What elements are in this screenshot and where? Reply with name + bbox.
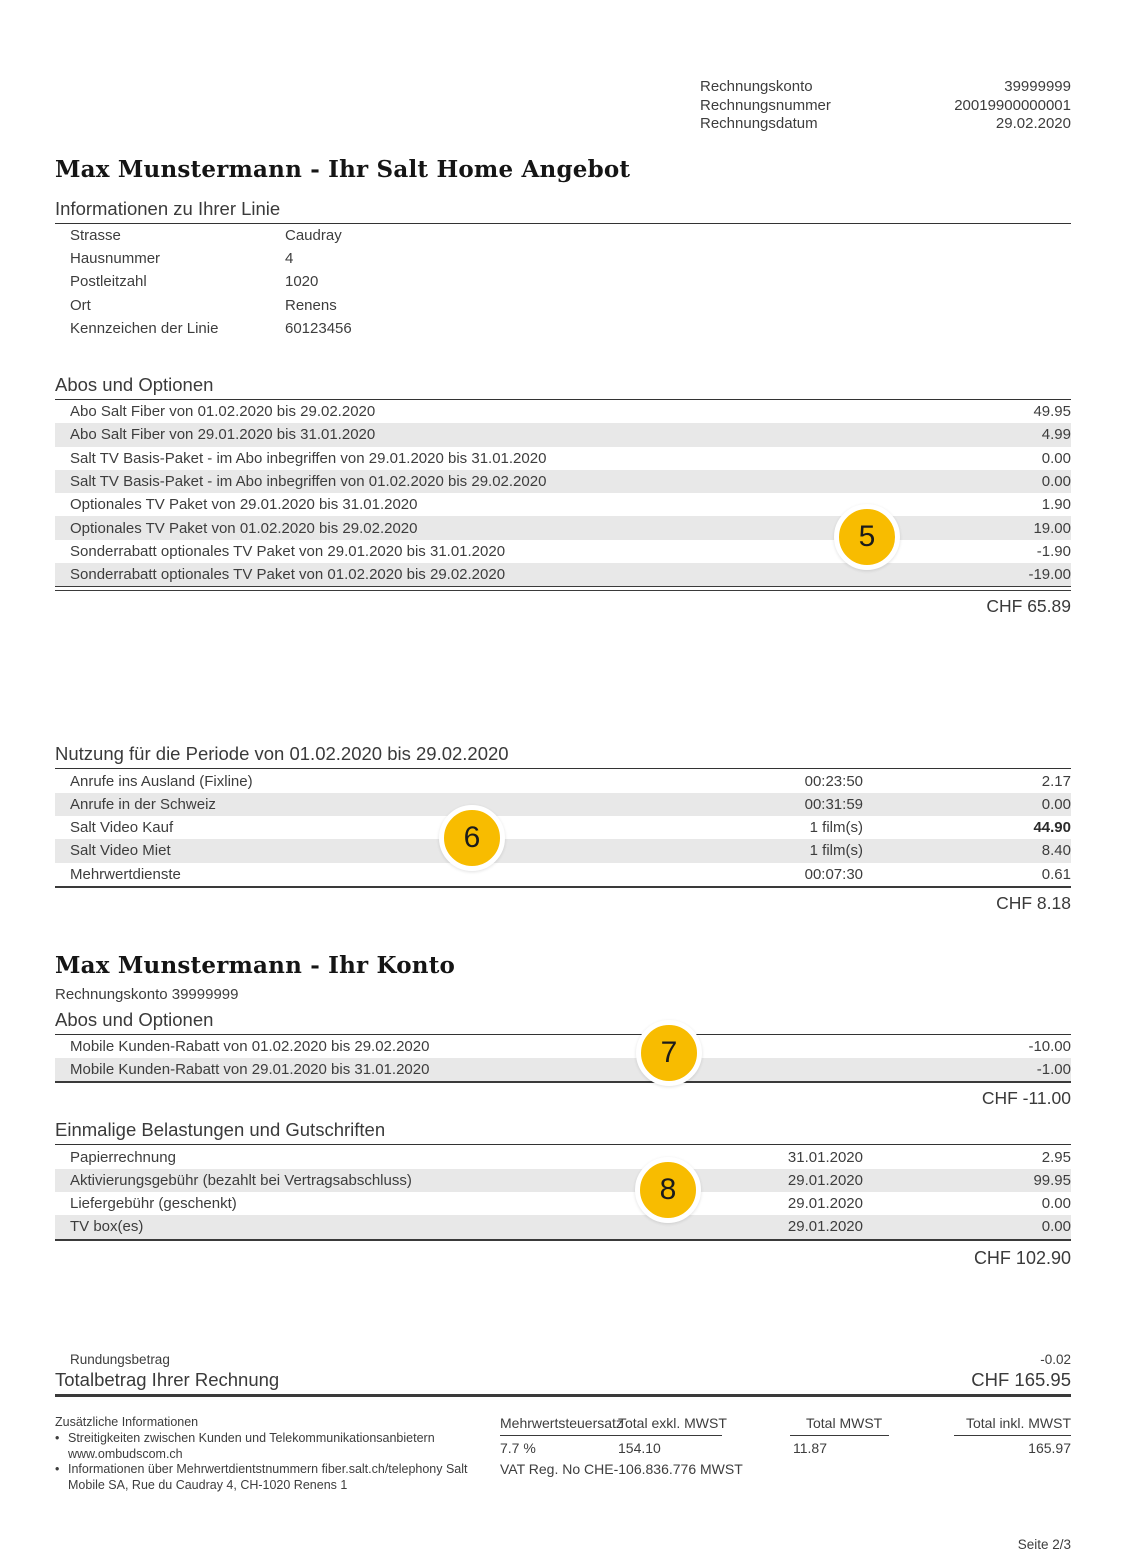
vat-table xyxy=(500,1415,1071,1487)
meta-row xyxy=(55,78,1071,97)
konto-abos-heading: Abos und Optionen xyxy=(55,1009,1071,1035)
row-amount: 1.90 xyxy=(1041,496,1071,514)
row-usage: 00:31:59 xyxy=(804,795,863,813)
row-amount: 2.95 xyxy=(1041,1148,1071,1166)
annotation-marker-6: 6 xyxy=(439,805,505,871)
row-usage: 1 film(s) xyxy=(809,819,863,837)
vat-header-rule xyxy=(790,1435,889,1436)
home-section-title: Max Munstermann - Ihr Salt Home Angebot xyxy=(55,155,631,183)
bullet-icon: • xyxy=(55,1431,60,1446)
info-value: 1020 xyxy=(285,273,319,291)
row-usage: 00:07:30 xyxy=(804,865,863,883)
row-amount: 4.99 xyxy=(1041,426,1071,444)
table-row xyxy=(55,863,1071,886)
row-date: 29.01.2020 xyxy=(787,1171,863,1189)
row-label: Mobile Kunden-Rabatt von 29.01.2020 bis 31.01.2020 xyxy=(70,1061,430,1079)
nutzung-heading: Nutzung für die Periode von 01.02.2020 bis 29.02.2020 xyxy=(55,743,1071,769)
meta-row xyxy=(55,115,1071,134)
table-row xyxy=(55,769,1071,792)
row-amount: 0.00 xyxy=(1041,1195,1071,1213)
footer xyxy=(55,1415,1071,1494)
grand-total-row xyxy=(55,1368,1071,1397)
meta-row xyxy=(55,97,1071,116)
einmalige-total: CHF 102.90 xyxy=(973,1247,1071,1268)
table-row xyxy=(55,540,1071,563)
vat-total: 11.87 xyxy=(793,1439,827,1456)
meta-value: 39999999 xyxy=(1004,78,1071,95)
list-item xyxy=(55,1462,475,1493)
info-row xyxy=(55,293,1071,316)
page-number: Seite 2/3 xyxy=(1017,1537,1071,1552)
row-label: Optionales TV Paket von 29.01.2020 bis 31.01.2020 xyxy=(70,496,418,514)
line-info-heading: Informationen zu Ihrer Linie xyxy=(55,198,1071,224)
meta-label: Rechnungskonto xyxy=(700,78,813,95)
abos-total: CHF 65.89 xyxy=(986,596,1071,617)
meta-label: Rechnungsnummer xyxy=(700,96,831,114)
list-item xyxy=(55,1431,475,1462)
row-label: Sonderrabatt optionales TV Paket von 29.01.2020 bis 31.01.2020 xyxy=(70,542,506,560)
row-label: Mobile Kunden-Rabatt von 01.02.2020 bis 29.02.2020 xyxy=(70,1037,430,1055)
table-row xyxy=(55,793,1071,816)
row-label: Mehrwertdienste xyxy=(70,865,181,883)
table-row xyxy=(55,1215,1071,1238)
info-label: Postleitzahl xyxy=(70,273,147,291)
row-usage: 1 film(s) xyxy=(809,842,863,860)
row-date: 29.01.2020 xyxy=(787,1195,863,1213)
konto-section-title: Max Munstermann - Ihr Konto xyxy=(55,951,456,979)
grand-total-label: Totalbetrag Ihrer Rechnung xyxy=(55,1368,280,1390)
info-value: Renens xyxy=(285,296,337,314)
row-amount: 0.61 xyxy=(1041,865,1071,883)
row-label: Liefergebühr (geschenkt) xyxy=(70,1195,237,1213)
table-row xyxy=(55,516,1071,539)
row-amount: 99.95 xyxy=(1033,1171,1071,1189)
info-row xyxy=(55,270,1071,293)
row-label: Anrufe ins Ausland (Fixline) xyxy=(70,772,253,790)
row-usage: 00:23:50 xyxy=(804,772,863,790)
einmalige-heading: Einmalige Belastungen und Gutschriften xyxy=(55,1119,1071,1145)
row-label: Salt TV Basis-Paket - im Abo inbegriffen von 01.02.2020 bis 29.02.2020 xyxy=(70,473,547,491)
row-date: 31.01.2020 xyxy=(787,1148,863,1166)
row-amount: 8.40 xyxy=(1041,842,1071,860)
info-value: Caudray xyxy=(285,226,342,244)
table-row xyxy=(55,1145,1071,1168)
vat-col-header: Total exkl. MWST xyxy=(618,1414,727,1431)
line-info-table xyxy=(55,224,1071,340)
row-label: Papierrechnung xyxy=(70,1148,176,1166)
row-amount: 0.00 xyxy=(1041,449,1071,467)
table-row xyxy=(55,1169,1071,1192)
info-row xyxy=(55,317,1071,340)
row-amount: -19.00 xyxy=(1028,566,1071,584)
annotation-marker-7: 7 xyxy=(636,1020,702,1086)
rounding-value: -0.02 xyxy=(1040,1351,1071,1367)
row-amount: 49.95 xyxy=(1033,403,1071,421)
table-row xyxy=(55,1035,1071,1058)
row-label: Salt TV Basis-Paket - im Abo inbegriffen von 29.01.2020 bis 31.01.2020 xyxy=(70,449,547,467)
row-label: Aktivierungsgebühr (bezahlt bei Vertragsabschluss) xyxy=(70,1171,412,1189)
vat-header-rule xyxy=(954,1435,1071,1436)
info-label: Ort xyxy=(70,296,91,314)
row-label: Salt Video Miet xyxy=(70,842,171,860)
table-row xyxy=(55,470,1071,493)
bullet-text: Informationen über Mehrwertdientstnummern fiber.salt.ch/telephony Salt Mobile SA, Rue du Caudray 4, CH-1020 Renens 1 xyxy=(68,1462,468,1492)
annotation-marker-5: 5 xyxy=(834,504,900,570)
info-label: Kennzeichen der Linie xyxy=(70,319,219,337)
info-row xyxy=(55,247,1071,270)
einmalige-table xyxy=(55,1145,1071,1238)
additional-info-list xyxy=(55,1431,500,1493)
nutzung-total: CHF 8.18 xyxy=(996,892,1071,913)
vat-total-incl: 165.97 xyxy=(1028,1439,1071,1456)
row-date: 29.01.2020 xyxy=(787,1218,863,1236)
nutzung-table xyxy=(55,769,1071,885)
abos-table xyxy=(55,400,1071,586)
row-amount: 19.00 xyxy=(1033,519,1071,537)
konto-abos-table xyxy=(55,1035,1071,1082)
bullet-text: Streitigkeiten zwischen Kunden und Telekommunikationsanbietern www.ombudscom.ch xyxy=(68,1431,435,1461)
row-label: Optionales TV Paket von 01.02.2020 bis 29.02.2020 xyxy=(70,519,418,537)
row-label: TV box(es) xyxy=(70,1218,144,1236)
meta-value: 20019900000001 xyxy=(954,96,1071,114)
table-row xyxy=(55,563,1071,586)
row-amount: 0.00 xyxy=(1041,1218,1071,1236)
annotation-marker-8: 8 xyxy=(635,1157,701,1223)
table-row xyxy=(55,839,1071,862)
table-row xyxy=(55,1058,1071,1081)
info-value: 4 xyxy=(285,249,294,267)
table-row xyxy=(55,447,1071,470)
row-label: Abo Salt Fiber von 01.02.2020 bis 29.02.2020 xyxy=(70,403,376,421)
info-label: Hausnummer xyxy=(70,249,161,267)
row-label: Sonderrabatt optionales TV Paket von 01.02.2020 bis 29.02.2020 xyxy=(70,566,506,584)
vat-col-header: Total MWST xyxy=(806,1414,883,1431)
table-row xyxy=(55,816,1071,839)
row-label: Abo Salt Fiber von 29.01.2020 bis 31.01.2020 xyxy=(70,426,376,444)
row-amount: 2.17 xyxy=(1041,772,1071,790)
info-row xyxy=(55,224,1071,247)
konto-account-number: Rechnungskonto 39999999 xyxy=(55,985,239,1003)
additional-info-title: Zusätzliche Informationen xyxy=(55,1414,199,1429)
table-row xyxy=(55,423,1071,446)
rounding-row xyxy=(55,1351,1071,1368)
table-row xyxy=(55,1192,1071,1215)
vat-header-rule xyxy=(500,1435,722,1436)
row-amount: -1.00 xyxy=(1036,1061,1071,1079)
abos-heading: Abos und Optionen xyxy=(55,374,1071,400)
vat-total-excl: 154.10 xyxy=(618,1439,661,1456)
vat-col-header: Mehrwertsteuersatz xyxy=(500,1414,623,1431)
meta-value: 29.02.2020 xyxy=(995,115,1071,132)
vat-registration: VAT Reg. No CHE-106.836.776 MWST xyxy=(500,1460,743,1477)
row-amount: -1.90 xyxy=(1036,542,1071,560)
info-value: 60123456 xyxy=(285,319,352,337)
vat-rate: 7.7 % xyxy=(500,1439,536,1456)
invoice-meta xyxy=(55,78,1071,134)
additional-info xyxy=(55,1415,500,1494)
row-amount: 44.90 xyxy=(1033,819,1071,837)
vat-col-header: Total inkl. MWST xyxy=(965,1414,1071,1431)
meta-label: Rechnungsdatum xyxy=(700,115,818,132)
konto-abos-total: CHF -11.00 xyxy=(981,1088,1071,1109)
table-row xyxy=(55,400,1071,423)
info-label: Strasse xyxy=(70,226,121,244)
table-row xyxy=(55,493,1071,516)
row-amount: -10.00 xyxy=(1028,1037,1071,1055)
grand-total-value: CHF 165.95 xyxy=(971,1368,1071,1390)
row-label: Anrufe in der Schweiz xyxy=(70,795,216,813)
bullet-icon: • xyxy=(55,1462,60,1477)
row-amount: 0.00 xyxy=(1041,795,1071,813)
rounding-label: Rundungsbetrag xyxy=(70,1351,170,1367)
row-amount: 0.00 xyxy=(1041,473,1071,491)
row-label: Salt Video Kauf xyxy=(70,819,174,837)
